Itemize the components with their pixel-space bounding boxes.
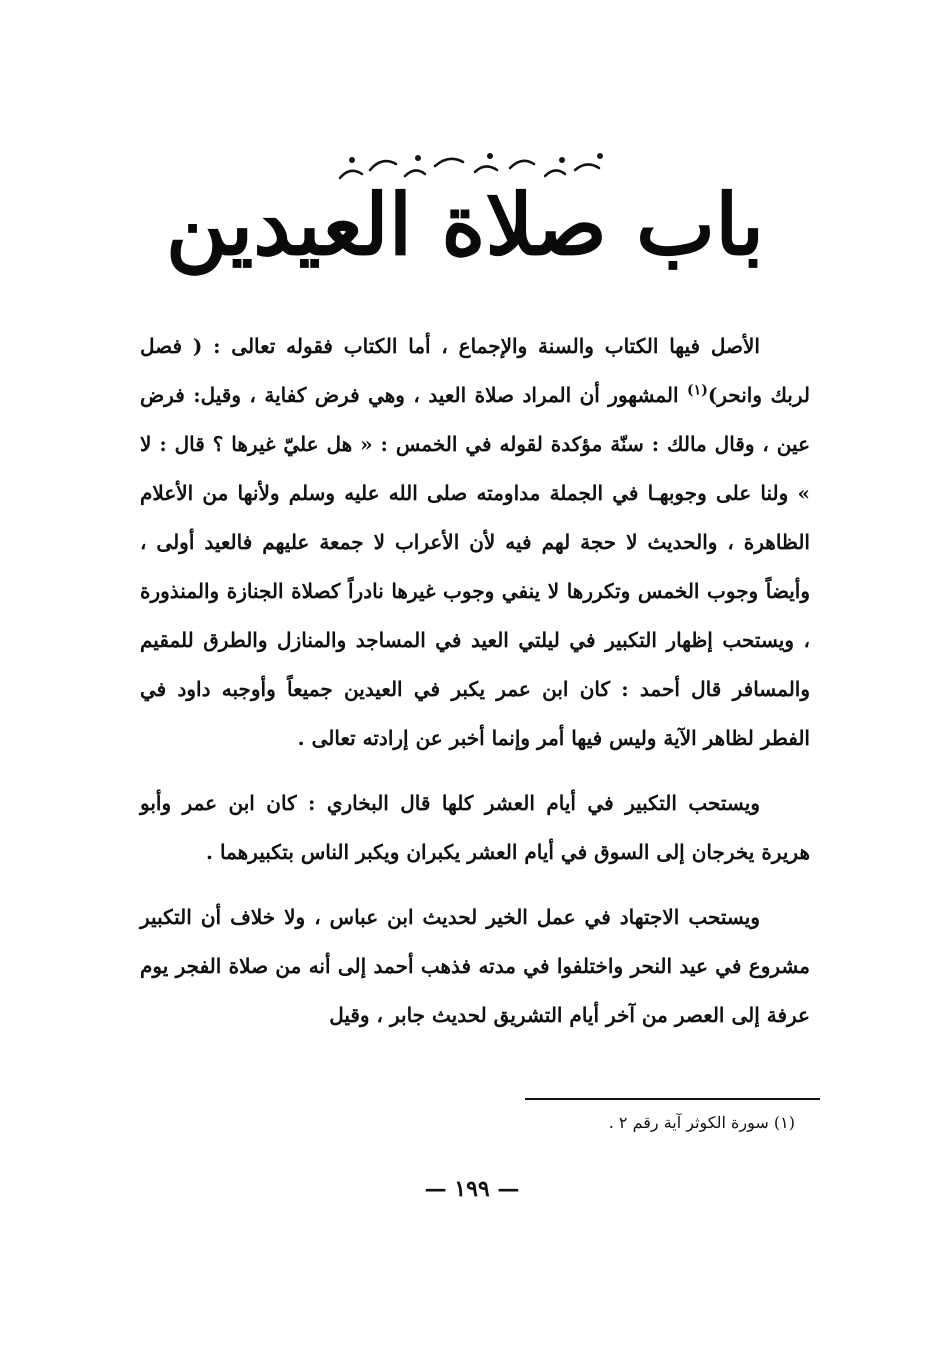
paragraph-3: ويستحب الاجتهاد في عمل الخير لحديث ابن عباس ، ولا خلاف أن التكبير مشروع في عيد النحر واختلفوا في مدته فذهب أحمد إلى أنه من صلاة الفجر يوم عرفة إلى العصر من آخر أيام التشريق لحديث جابر ، وقيل — [140, 905, 810, 1027]
chapter-title-text: باب صلاة العيدين — [165, 175, 765, 274]
footnote-reference: (١) — [687, 382, 708, 399]
paragraph-1-text-end: المشهور أن المراد صلاة العيد ، وهي فرض كفاية ، وقيل: فرض عين ، وقال مالك : سنّة مؤكدة لقوله في الخمس : « هل عليّ غيرها ؟ قال : لا » ولنا على وجوبهـا في الجملة مداومته صلى الله عليه وسلم ولأنها من الأعلام الظاهرة ، والحديث لا حجة لهم فيه لأن الأعراب لا جمعة عليهم فالعيد أولى ، وأيضاً وجوب الخمس وتكررها لا ينفي وجوب غيرها نادراً كصلاة الجنازة والمنذورة ، ويستحب إظهار التكبير في ليلتي العيد في المساجد والمنازل والطرق للمقيم والمسافر قال أحمد : كان ابن عمر يكبر في العيدين جميعاً وأوجبه داود في الفطر لظاهر الآية وليس فيها أمر وإنما أخبر عن إرادته تعالى . — [140, 383, 810, 750]
paragraph-1-text-start: الأصل فيها الكتاب والسنة والإجماع ، أما الكتاب فقوله تعالى : ( فصل لربك وانحر) — [140, 334, 811, 407]
paragraph-1 — [140, 322, 810, 763]
body-text — [140, 322, 810, 1040]
footnote: (١) سورة الكوثر آية رقم ٢ . — [608, 1113, 795, 1132]
paragraph-2: ويستحب التكبير في أيام العشر كلها قال البخاري : كان ابن عمر وأبو هريرة يخرجان إلى السوق في أيام العشر يكبران ويكبر الناس بتكبيرهما . — [140, 791, 810, 864]
footnote-divider — [525, 1098, 820, 1100]
chapter-title — [165, 150, 765, 300]
page-number: — ١٩٩ — — [424, 1176, 520, 1202]
